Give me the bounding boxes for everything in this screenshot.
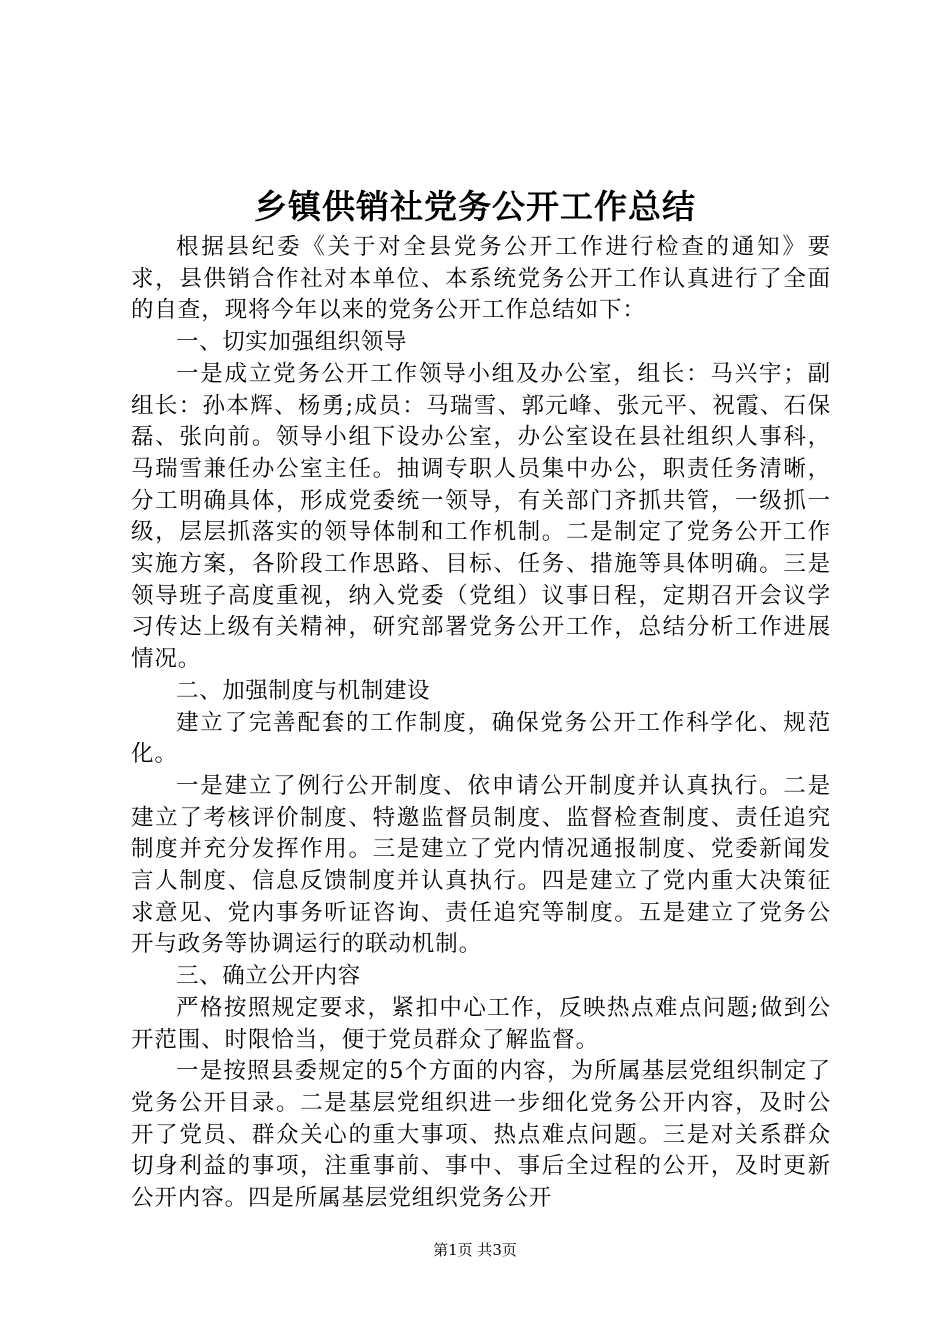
section-1-paragraph-1: 一是成立党务公开工作领导小组及办公室，组长：马兴宇；副组长：孙本辉、杨勇;成员：马瑞雪、郭元峰、张元平、祝霞、石保磊、张向前。领导小组下设办公室，办公室设在县社组织人事科，马瑞雪兼任办公室主任。抽调专职人员集中办公，职责任务清晰，分工明确具体，形成党委统一领导，有关部门齐抓共管，一级抓一级，层层抓落实的领导体制和工作机制。二是制定了党务公开工作实施方案，各阶段工作思路、目标、任务、措施等具体明确。三是领导班子高度重视，纳入党委（党组）议事日程，定期召开会议学习传达上级有关精神，研究部署党务公开工作，总结分析工作进展情况。 [131,360,831,673]
document-body [131,232,831,1215]
section-2-paragraph-1: 建立了完善配套的工作制度，确保党务公开工作科学化、规范化。 [131,709,831,768]
section-1-heading: 一、切实加强组织领导 [176,329,408,356]
section-3-heading: 三、确立公开内容 [176,963,361,990]
intro-paragraph: 根据县纪委《关于对全县党务公开工作进行检查的通知》要求，县供销合作社对本单位、本系统党务公开工作认真进行了全面的自查，现将今年以来的党务公开工作总结如下： [131,234,831,324]
section-3-paragraph-1: 严格按照规定要求，紧扣中心工作，反映热点难点问题;做到公开范围、时限恰当，便于党员群众了解监督。 [131,994,831,1053]
section-2-heading: 二、加强制度与机制建设 [176,677,431,704]
section-2-paragraph-2: 一是建立了例行公开制度、依申请公开制度并认真执行。二是建立了考核评价制度、特邀监督员制度、监督检查制度、责任追究制度并充分发挥作用。三是建立了党内情况通报制度、党委新闻发言人制度、信息反馈制度并认真执行。四是建立了党内重大决策征求意见、党内事务听证咨询、责任追究等制度。五是建立了党务公开与政务等协调运行的联动机制。 [131,772,831,958]
document-title: 乡镇供销社党务公开工作总结 [254,187,696,226]
page-footer: 第1页 共3页 [433,1241,517,1259]
section-3-paragraph-2: 一是按照县委规定的5个方面的内容，为所属基层党组织制定了党务公开目录。二是基层党组织进一步细化党务公开内容，及时公开了党员、群众关心的重大事项、热点难点问题。三是对关系群众切身利益的事项，注重事前、事中、事后全过程的公开，及时更新公开内容。四是所属基层党组织党务公开 [131,1058,831,1212]
